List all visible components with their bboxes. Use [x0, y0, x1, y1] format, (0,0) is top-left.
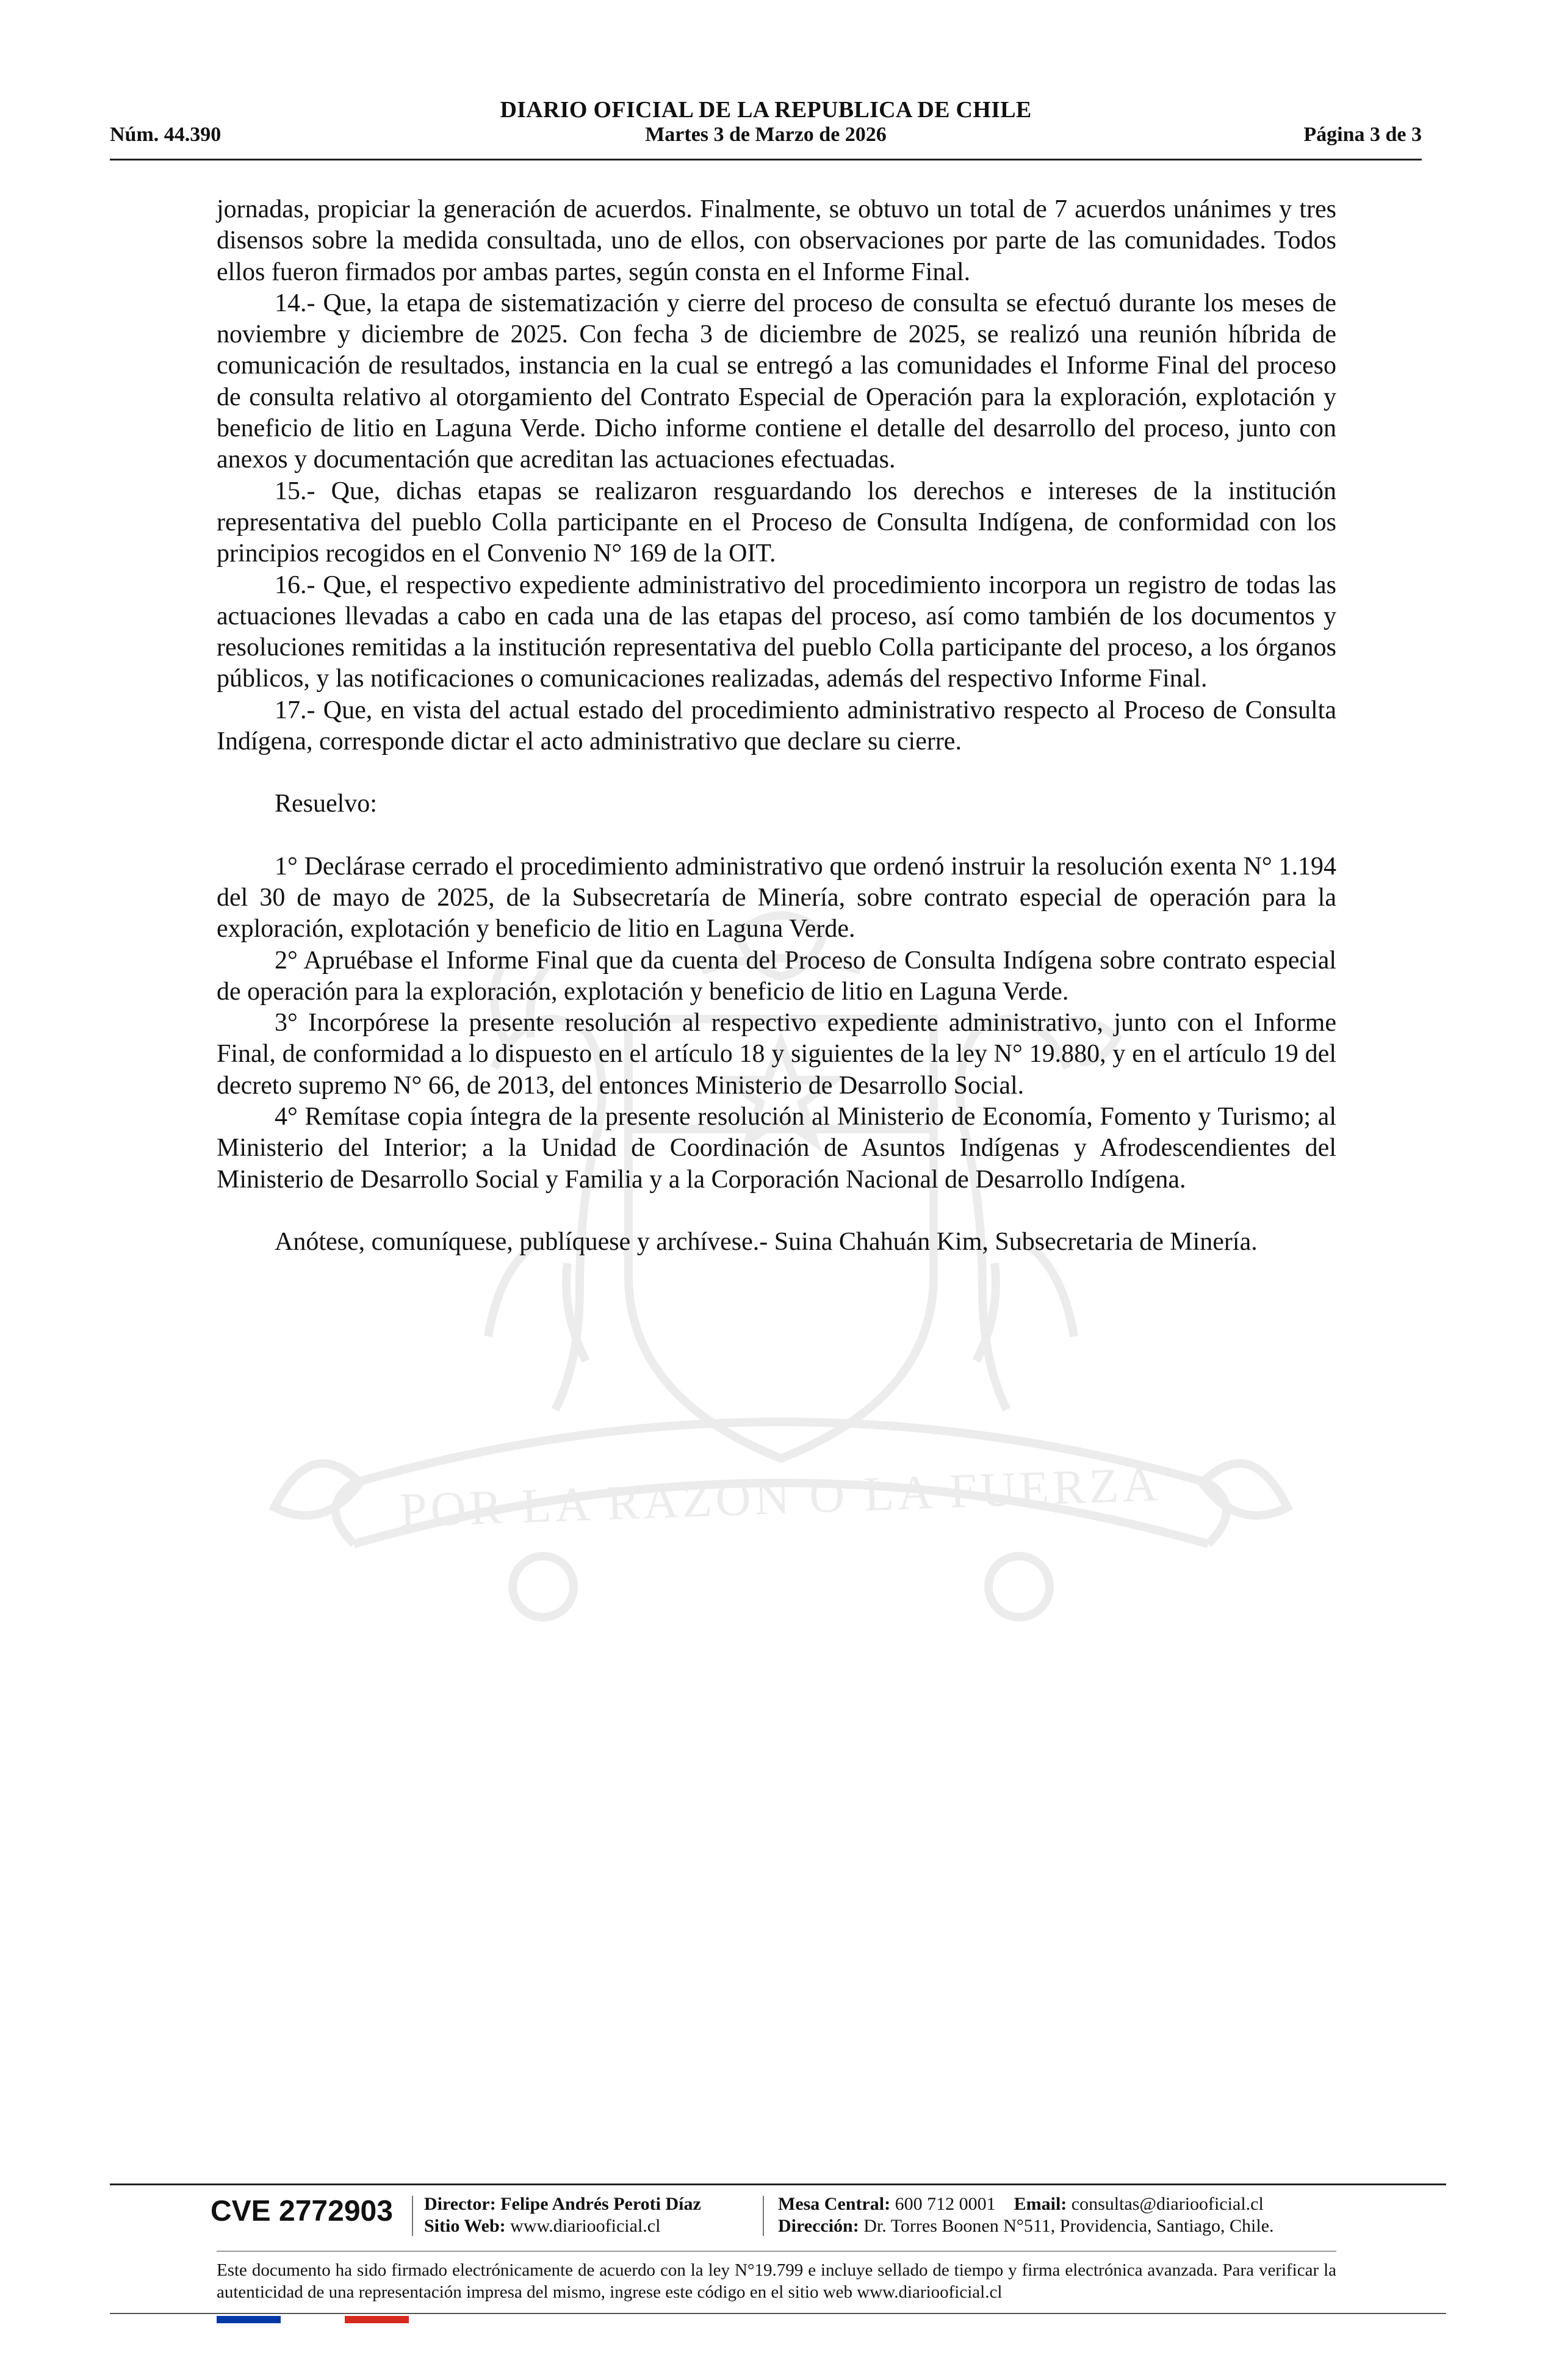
- email-link[interactable]: consultas@diariooficial.cl: [1071, 2194, 1264, 2214]
- footer-divider: [412, 2196, 413, 2236]
- resolution-item-1: 1° Declárase cerrado el procedimiento administrativo que ordenó instruir la resolución exenta N° 1.194 del 30 de mayo de 2025, de la Subsecretaría de Minería, sobre contrato especial de operación para la exploración, explotación y beneficio de litio en Laguna Verde.: [217, 852, 1336, 943]
- footer-info: [110, 2190, 1446, 2245]
- footer-contact-block: [778, 2193, 1274, 2237]
- footer-middle-rule: [217, 2251, 1336, 2252]
- paragraph-14: 14.- Que, la etapa de sistematización y cierre del proceso de consulta se efectuó durante los meses de noviembre y diciembre de 2025. Con fecha 3 de diciembre de 2025, se realizó una reunión híbrida de comunicación de resultados, instancia en la cual se entregó a las comunidades el Informe Final del proceso de consulta relativo al otorgamiento del Contrato Especial de Operación para la exploración, explotación y beneficio de litio en Laguna Verde. Dicho informe contiene el detalle del desarrollo del proceso, junto con anexos y documentación que acreditan las actuaciones efectuadas.: [217, 289, 1336, 474]
- issue-number: Núm. 44.390: [110, 123, 222, 146]
- legal-notice: Este documento ha sido firmado electrónicamente de acuerdo con la ley N°19.799 e incluye sellado de tiempo y firma electrónica avanzada. Para verificar la autenticidad de una representación impresa del mismo, ingrese este código en el sitio web www.diariooficial.cl: [217, 2260, 1336, 2302]
- paragraph-17: 17.- Que, en vista del actual estado del procedimiento administrativo respecto al Proceso de Consulta Indígena, corresponde dictar el acto administrativo que declare su cierre.: [217, 696, 1336, 756]
- page-header: [110, 92, 1422, 160]
- email-label: Email:: [1014, 2194, 1067, 2214]
- resolution-heading: Resuelvo:: [275, 790, 377, 818]
- flag-stripe-white: [281, 2316, 345, 2323]
- website-link[interactable]: www.diariooficial.cl: [510, 2216, 661, 2236]
- cve-code: CVE 2772903: [211, 2195, 393, 2227]
- director-name: Felipe Andrés Peroti Díaz: [500, 2194, 701, 2214]
- paragraph-16: 16.- Que, el respectivo expediente administrativo del procedimiento incorpora un registro de todas las actuaciones llevadas a cabo en cada una de las etapas del proceso, así como también de los documentos y resoluciones remitidas a la institución representativa del pueblo Colla participante del proceso, a los órganos públicos, y las notificaciones o comunicaciones realizadas, además del respectivo Informe Final.: [217, 571, 1336, 693]
- director-label: Director:: [424, 2194, 496, 2214]
- issue-date: Martes 3 de Marzo de 2026: [645, 123, 887, 146]
- flag-stripe-red: [345, 2316, 409, 2323]
- phone-label: Mesa Central:: [778, 2194, 891, 2214]
- address-label: Dirección:: [778, 2216, 859, 2236]
- resolution-item-3: 3° Incorpórese la presente resolución al respectivo expediente administrativo, junto con el Informe Final, de conformidad a lo dispuesto en el artículo 18 y siguientes de la ley N° 19.880, y en el artículo 19 del decreto supremo N° 66, de 2013, del entonces Ministerio de Desarrollo Social.: [217, 1009, 1336, 1100]
- resolution-item-2: 2° Apruébase el Informe Final que da cuenta del Proceso de Consulta Indígena sobre contrato especial de operación para la exploración, explotación y beneficio de litio en Laguna Verde.: [217, 946, 1336, 1006]
- closing-signature: Anótese, comuníquese, publíquese y archívese.- Suina Chahuán Kim, Subsecretaria de Minería.: [275, 1227, 1258, 1256]
- footer-top-rule: [110, 2183, 1446, 2185]
- chile-flag-stripe: [217, 2316, 409, 2323]
- paragraph-15: 15.- Que, dichas etapas se realizaron resguardando los derechos e intereses de la institución representativa del pueblo Colla participante en el Proceso de Consulta Indígena, de conformidad con los principios recogidos en el Convenio N° 169 de la OIT.: [217, 477, 1336, 568]
- newspaper-title: DIARIO OFICIAL DE LA REPUBLICA DE CHILE: [500, 97, 1032, 123]
- address-text: Dr. Torres Boonen N°511, Providencia, Santiago, Chile.: [863, 2216, 1274, 2236]
- resolution-item-4: 4° Remítase copia íntegra de la presente resolución al Ministerio de Economía, Fomento y Turismo; al Ministerio del Interior; a la Unidad de Coordinación de Asuntos Indígenas y Afrodescendientes del Ministerio de Desarrollo Social y Familia y a la Corporación Nacional de Desarrollo Indígena.: [217, 1103, 1336, 1194]
- website-label: Sitio Web:: [424, 2216, 506, 2236]
- footer-director-block: [424, 2193, 701, 2237]
- footer-divider: [763, 2196, 764, 2236]
- document-body: [217, 194, 1336, 1258]
- paragraph-continuation: jornadas, propiciar la generación de acuerdos. Finalmente, se obtuvo un total de 7 acuerdos unánimes y tres disensos sobre la medida consultada, uno de ellos, con observaciones por parte de las comunidades. Todos ellos fueron firmados por ambas partes, según consta en el Informe Final.: [217, 195, 1336, 286]
- watermark-motto: POR LA RAZON O LA FUERZA: [398, 1457, 1162, 1538]
- phone-number: 600 712 0001: [895, 2194, 996, 2214]
- page-number: Página 3 de 3: [1303, 123, 1422, 146]
- footer-bottom-rule: [110, 2313, 1446, 2314]
- flag-stripe-blue: [217, 2316, 281, 2323]
